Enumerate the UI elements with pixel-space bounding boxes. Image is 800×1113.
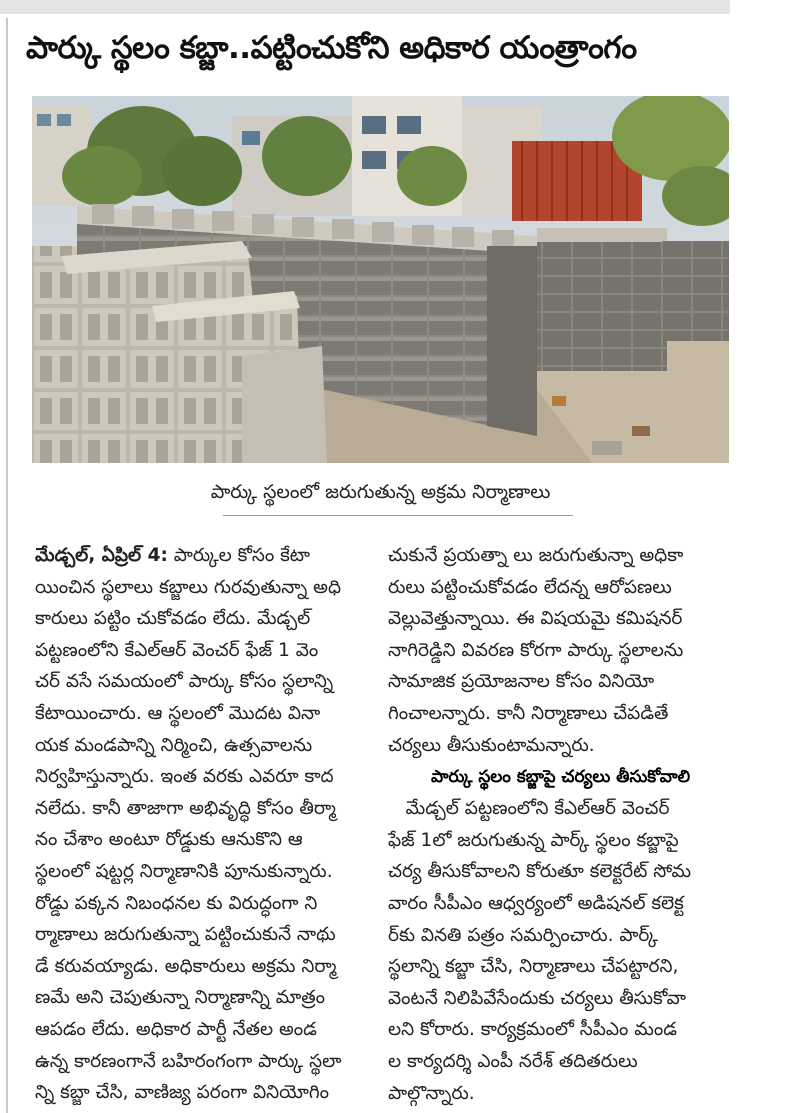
paragraph-line: నిర్వహిస్తున్నారు. ఇంత వరకు ఎవరూ కాద <box>35 766 334 788</box>
paragraph-line: కేటాయించారు. ఆ స్థలంలో మొదట వినా <box>35 702 321 724</box>
paragraph-line: యక మండపాన్ని నిర్మించి, ఉత్సవాలను <box>35 734 313 756</box>
paragraph-line: ఉన్న కారణంగానే బహిరంగంగా పార్కు స్థలా <box>35 1050 342 1072</box>
paragraph-line: ణమే అని చెపుతున్నా నిర్మాణాన్ని మాత్రం <box>35 987 326 1009</box>
dateline: మేడ్చల్, ఏప్రిల్ 4: <box>35 545 168 566</box>
paragraph-line: పాల్గొన్నారు. <box>388 1082 475 1104</box>
top-bar <box>0 0 730 14</box>
paragraph-line: లని కోరారు. కార్యక్రమంలో సీపీఎం మండ <box>388 1019 677 1041</box>
paragraph-line: రులు పట్టించుకోవడం లేదన్న ఆరోపణలు <box>388 576 672 598</box>
article-photo <box>32 96 729 463</box>
paragraph-line: చర్యలు తీసుకుంటామన్నారు. <box>388 734 595 756</box>
paragraph-line: నం చేశాం అంటూ రోడ్డుకు ఆనుకొని ఆ <box>35 829 303 851</box>
paragraph-line: వెంటనే నిలిపివేసేందుకు చర్యలు తీసుకోవా <box>388 987 687 1009</box>
paragraph-text: పార్కుల కోసం కేటా <box>167 545 310 566</box>
paragraph-line: చర్య తీసుకోవాలని కోరుతూ కలెక్టరేట్ సోమ <box>388 861 692 883</box>
paragraph-line: ఫేజ్ 1లో జరుగుతున్న పార్క్ స్థలం కబ్జాపై <box>388 829 679 851</box>
paragraph-line: నాగిరెడ్డిని వివరణ కోరగా పార్కు స్థలాలను <box>388 639 684 661</box>
photo-caption: పార్కు స్థలంలో జరుగుతున్న అక్రమ నిర్మాణాలు <box>210 481 551 503</box>
paragraph-line: వెల్లువెత్తున్నాయి. ఈ విషయమై కమిషనర్ <box>388 608 683 630</box>
article-column-left <box>35 540 375 1109</box>
paragraph-line: యించిన స్థలాలు కబ్జాలు గురవుతున్నా అధి <box>35 576 342 598</box>
paragraph-line: ర్మాణాలు జరుగుతున్నా పట్టించుకునే నాథు <box>35 924 336 946</box>
paragraph-line: స్థలంలో షట్టర్ల నిర్మాణానికి పూనుకున్నారు. <box>35 860 333 882</box>
paragraph-line: ల కార్యదర్శి ఎంపీ నరేశ్ తదితరులు <box>388 1050 638 1072</box>
paragraph-line: వారం సీపీఎం ఆధ్వర్యంలో అడిషనల్ కలెక్ట <box>388 892 684 914</box>
paragraph-line: కారులు పట్టిం చుకోవడం లేదు. మేడ్చల్ <box>35 608 311 630</box>
paragraph-line: మేడ్చల్ పట్టణంలోని కేఎల్‌ఆర్ వెంచర్ <box>388 798 670 820</box>
paragraph-line: సామాజిక ప్రయోజనాల కోసం వినియో <box>388 671 655 693</box>
paragraph-line: నలేదు. కానీ తాజాగా అభివృద్ధి కోసం తీర్మా <box>35 797 336 819</box>
paragraph-line: న్ని కబ్జా చేసి, వాణిజ్య పరంగా వినియోగిం <box>35 1082 330 1104</box>
paragraph-line: చర్ వసే సమయంలో పార్కు కోసం స్థలాన్ని <box>35 671 334 693</box>
caption-divider <box>223 515 573 516</box>
paragraph-line: ర్‌కు వినతి పత్రం సమర్పించారు. పార్క్ <box>388 924 659 946</box>
paragraph-line: ఆపడం లేదు. అధికార పార్టీ నేతల అండ <box>35 1018 317 1040</box>
article-column-right <box>388 540 733 1109</box>
paragraph-line: పట్టణంలోని కేఎల్‌ఆర్ వెంచర్ ఫేజ్ 1 వెం <box>35 639 319 661</box>
paragraph-line: స్థలాన్ని కబ్జా చేసి, నిర్మాణాలు చేపట్టారని, <box>388 956 679 978</box>
paragraph-line: డే కరువయ్యాడు. అధికారులు అక్రమ నిర్మా <box>35 955 337 977</box>
paragraph-line: రోడ్డు పక్కన నిబంధనల కు విరుద్ధంగా ని <box>35 892 318 914</box>
paragraph-line: గించాలన్నారు. కానీ నిర్మాణాలు చేపడితే <box>388 702 669 724</box>
column-divider-left <box>6 18 8 1113</box>
sub-heading: పార్కు స్థలం కబ్జాపై చర్యలు తీసుకోవాలి <box>430 767 691 788</box>
article-headline: పార్కు స్థలం కబ్జా..పట్టించుకోని అధికార యంత్రాంగం <box>26 30 637 66</box>
paragraph-line: చుకునే ప్రయత్నా లు జరుగుతున్నా అధికా <box>388 545 684 566</box>
paragraph-line <box>35 540 375 572</box>
